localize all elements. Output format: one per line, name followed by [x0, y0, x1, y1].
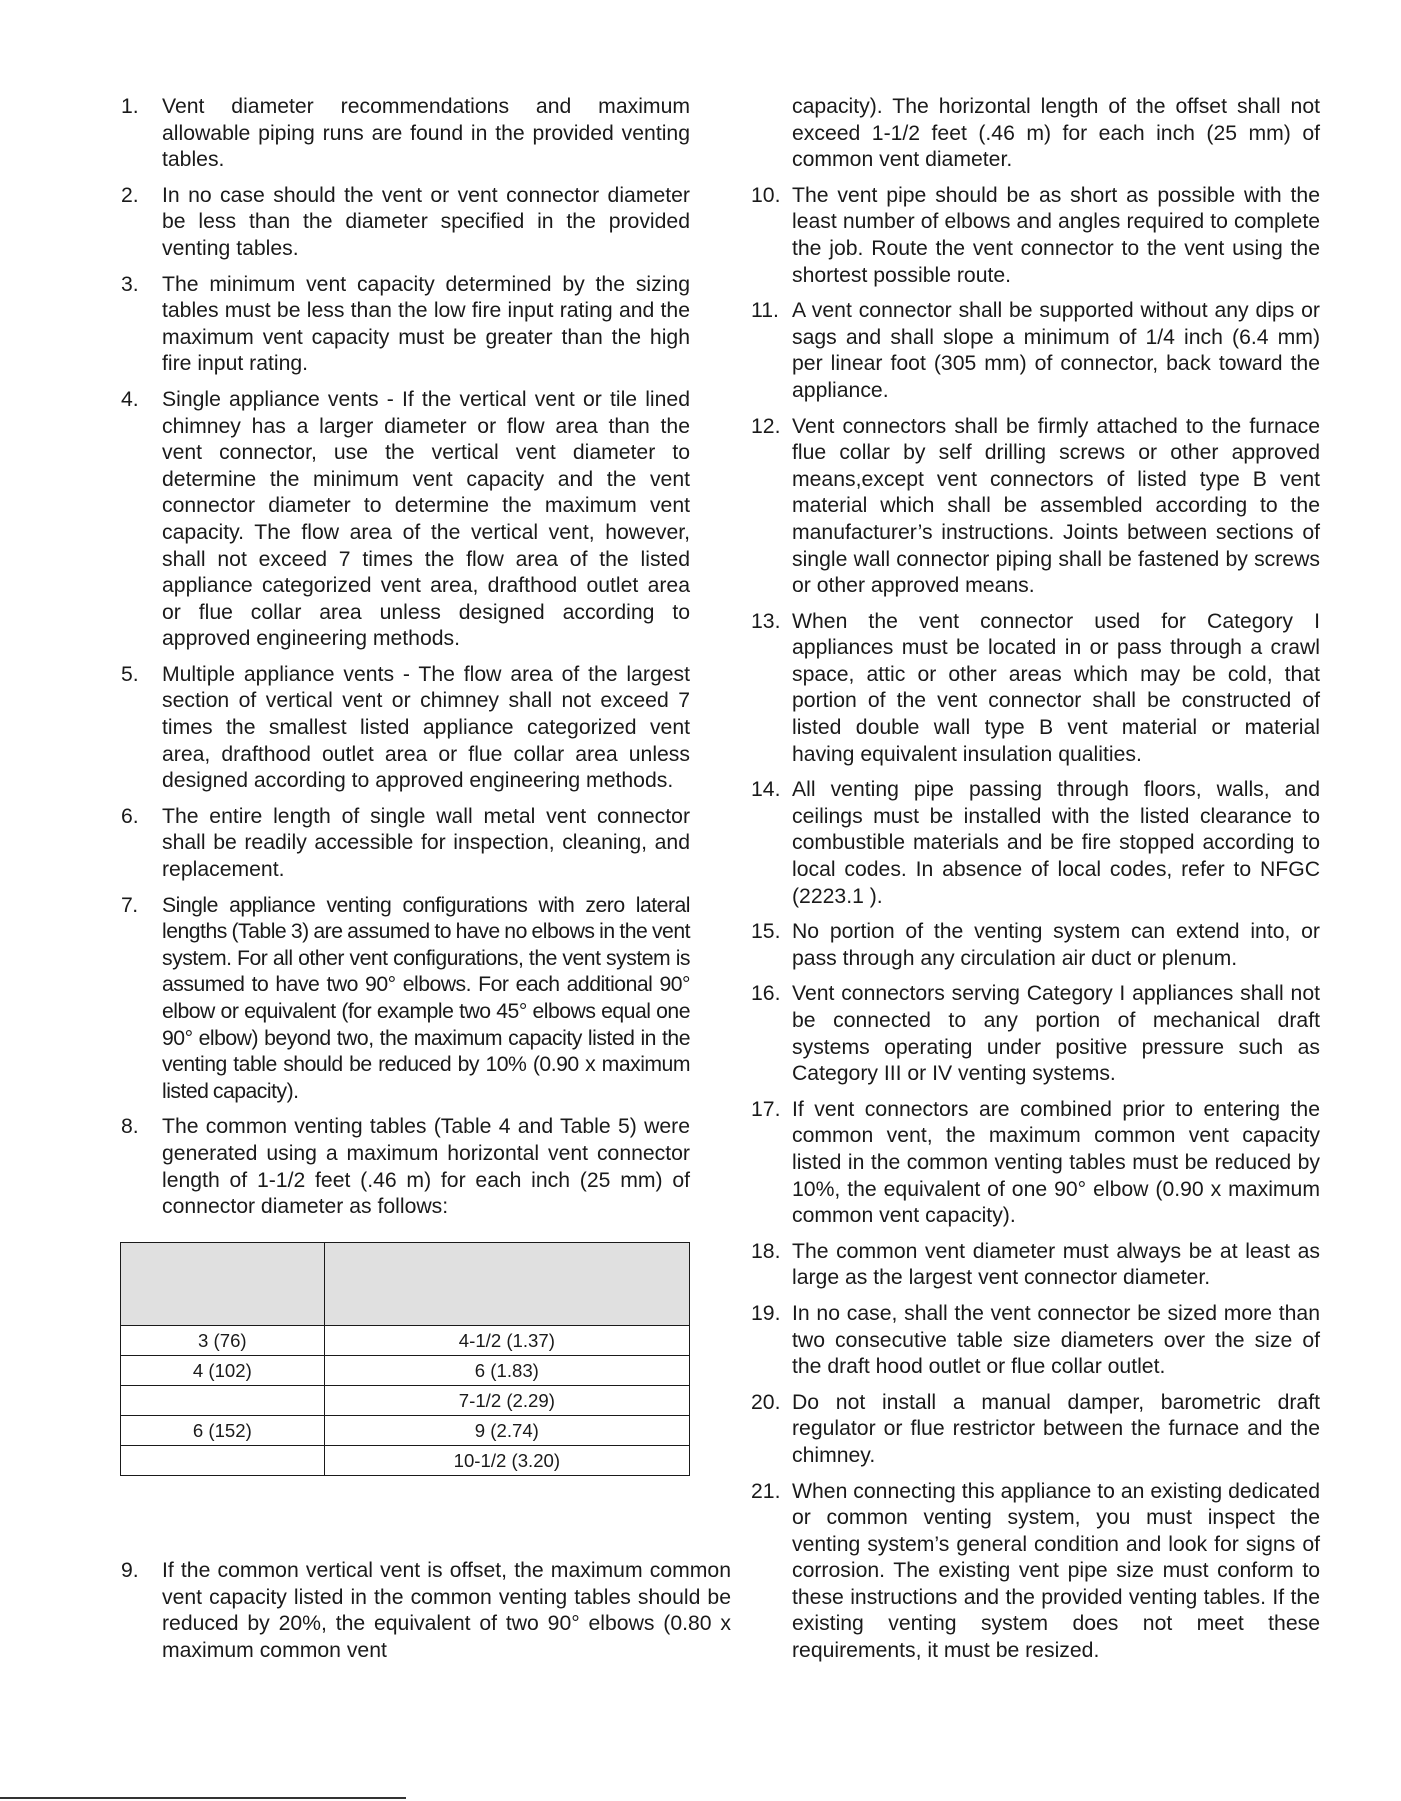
- connector-length-table: [120, 1242, 690, 1476]
- item-text: If the common vertical vent is offset, the maximum common vent capacity listed in the common venting tables should be reduced by 20%, the equivalent of two 90° elbows (0.80 x maximum common vent: [162, 1559, 731, 1662]
- item-text: A vent connector shall be supported without any dips or sags and shall slope a minimum of 1/4 inch (6.4 mm) per linear foot (305 mm) of connector, back toward the appliance.: [792, 299, 1320, 402]
- list-item: [121, 893, 690, 1106]
- item-text: Do not install a manual damper, barometric draft regulator or flue restrictor between the furnace and the chimney.: [792, 1390, 1320, 1467]
- footer-rule: [0, 1797, 406, 1799]
- item-text: If vent connectors are combined prior to entering the common vent, the maximum common vent capacity listed in the common venting tables must be reduced by 10%, the equivalent of one 90° elbow (0.90 x maximum common vent capacity).: [792, 1097, 1320, 1228]
- item-text: Single appliance vents - If the vertical vent or tile lined chimney has a larger diameter or flow area than the vent connector, use the vertical vent diameter to determine the minimum vent capacity and the vent connector diameter to determine the maximum vent capacity. The flow area of the vertical vent, however, shall not exceed 7 times the flow area of the listed appliance categorized vent area, drafthood outlet area or flue collar area unless designed according to approved engineering methods.: [162, 387, 690, 651]
- item-number: 16.: [751, 982, 781, 1006]
- table-cell: 4 (102): [121, 1356, 325, 1386]
- item-number: 4.: [121, 387, 139, 411]
- list-item: [751, 1301, 1320, 1381]
- item-number: 5.: [121, 662, 139, 686]
- list-item: [751, 298, 1320, 404]
- list-item: [751, 1479, 1320, 1665]
- item-number: 8.: [121, 1115, 139, 1139]
- item-text: The entire length of single wall metal vent connector shall be readily accessible for inspection, cleaning, and replacement.: [162, 804, 690, 882]
- item-number: 10.: [751, 183, 781, 207]
- list-item-continuation: [751, 94, 1320, 174]
- item-text: Vent connectors shall be firmly attached to the furnace flue collar by self drilling screws or other approved means,except vent connectors of listed type B vent material which shall be assembled according to the manufacturer’s instructions. Joints between sections of single wall connector piping shall be fastened by screws or other approved means.: [792, 414, 1320, 598]
- list-item: [751, 1239, 1320, 1292]
- list-item: [121, 1114, 690, 1220]
- item-text: Single appliance venting configurations with zero lateral lengths (Table 3) are assumed to have no elbows in the vent system. For all other vent configurations, the vent system is assumed to have two 90° elbows. For each additional 90° elbow or equivalent (for example two 45° elbows equal one 90° elbow) beyond two, the maximum capacity listed in the venting table should be reduced by 10% (0.90 x maximum listed capacity).: [162, 893, 690, 1103]
- item-text: When connecting this appliance to an existing dedicated or common venting system, you must inspect the venting system’s general condition and look for signs of corrosion. The existing vent pipe size must conform to these instructions and the provided venting tables. If the existing venting system does not meet these requirements, it must be resized.: [792, 1479, 1320, 1663]
- table-cell: [121, 1386, 325, 1416]
- list-item: [121, 183, 690, 263]
- item-text: capacity). The horizontal length of the offset shall not exceed 1-1/2 feet (.46 m) for each inch (25 mm) of common vent diameter.: [792, 95, 1320, 172]
- table-row: [121, 1386, 690, 1416]
- table-cell: 10-1/2 (3.20): [324, 1446, 689, 1476]
- list-item: [751, 981, 1320, 1087]
- item-number: 9.: [121, 1559, 139, 1582]
- list-item: [751, 609, 1320, 769]
- item-text: In no case should the vent or vent connector diameter be less than the diameter specified in the provided venting tables.: [162, 183, 690, 260]
- item-number: 7.: [121, 893, 138, 917]
- table-cell: 3 (76): [121, 1326, 325, 1356]
- item-number: 3.: [121, 272, 139, 296]
- table-row: [121, 1416, 690, 1446]
- item-text: Multiple appliance vents - The flow area of the largest section of vertical vent or chimney shall not exceed 7 times the smallest listed appliance categorized vent area, drafthood outlet area or flue collar area unless designed according to approved engineering methods.: [162, 662, 690, 793]
- item-number: 19.: [751, 1301, 781, 1325]
- item-number: 11.: [751, 299, 779, 323]
- list-item: [121, 662, 690, 795]
- list-item: [751, 919, 1320, 972]
- item-text: Vent connectors serving Category I appliances shall not be connected to any portion of mechanical draft systems operating under positive pressure such as Category III or IV venting systems.: [792, 982, 1320, 1086]
- list-item: [121, 804, 690, 884]
- table-row: [121, 1326, 690, 1356]
- item-number: 15.: [751, 920, 781, 944]
- table-cell: 4-1/2 (1.37): [324, 1326, 689, 1356]
- table-cell: 6 (152): [121, 1416, 325, 1446]
- item-text: No portion of the venting system can extend into, or pass through any circulation air duct or plenum.: [792, 920, 1320, 970]
- list-item: [751, 777, 1320, 910]
- item-text: The minimum vent capacity determined by the sizing tables must be less than the low fire input rating and the maximum vent capacity must be greater than the high fire input rating.: [162, 272, 690, 376]
- table-cell: 9 (2.74): [324, 1416, 689, 1446]
- table-row: [121, 1356, 690, 1386]
- table-header-row: [121, 1243, 690, 1326]
- list-item: [751, 414, 1320, 600]
- item-number: 14.: [751, 778, 781, 802]
- item-text: When the vent connector used for Category I appliances must be located in or pass through a crawl space, attic or other areas which may be cold, that portion of the vent connector shall be constructed of listed double wall type B vent material or material having equivalent insulation qualities.: [792, 609, 1320, 766]
- item-text: The common venting tables (Table 4 and Table 5) were generated using a maximum horizontal vent connector length of 1-1/2 feet (.46 m) for each inch (25 mm) of connector diameter as follows:: [162, 1115, 690, 1219]
- item-number: 13.: [751, 609, 781, 633]
- item-text: All venting pipe passing through floors, walls, and ceilings must be installed with the listed clearance to combustible materials and be fire stopped according to local codes. In absence of local codes, refer to NFGC (2223.1 ).: [792, 778, 1320, 908]
- item-text: The common vent diameter must always be at least as large as the largest vent connector diameter.: [792, 1239, 1320, 1290]
- item-number: 1.: [121, 95, 139, 118]
- list-item: [121, 1558, 731, 1664]
- left-column: [121, 94, 690, 1230]
- table-cell: [121, 1446, 325, 1476]
- table-header-cell: [324, 1243, 689, 1326]
- list-item: [751, 1390, 1320, 1470]
- item-number: 6.: [121, 804, 139, 828]
- table-cell: 6 (1.83): [324, 1356, 689, 1386]
- item-text: The vent pipe should be as short as possible with the least number of elbows and angles required to complete the job. Route the vent connector to the vent using the shortest possible route.: [792, 183, 1320, 287]
- list-item: [121, 387, 690, 653]
- list-item: [121, 272, 690, 378]
- list-item: [751, 183, 1320, 289]
- table-cell: 7-1/2 (2.29): [324, 1386, 689, 1416]
- table-header-cell: [121, 1243, 325, 1326]
- list-item: [751, 1097, 1320, 1230]
- item-number: 20.: [751, 1390, 781, 1414]
- item-number: 18.: [751, 1239, 781, 1263]
- right-column: [751, 94, 1320, 1674]
- item-text: In no case, shall the vent connector be sized more than two consecutive table size diameters over the size of the draft hood outlet or flue collar outlet.: [792, 1301, 1320, 1379]
- item-number: 2.: [121, 183, 139, 207]
- item-number: 17.: [751, 1097, 781, 1121]
- item-number: 12.: [751, 414, 781, 438]
- list-item: [121, 94, 690, 174]
- table-row: [121, 1446, 690, 1476]
- item-text: Vent diameter recommendations and maximum allowable piping runs are found in the provided venting tables.: [162, 95, 690, 172]
- item-number: 21.: [751, 1479, 781, 1503]
